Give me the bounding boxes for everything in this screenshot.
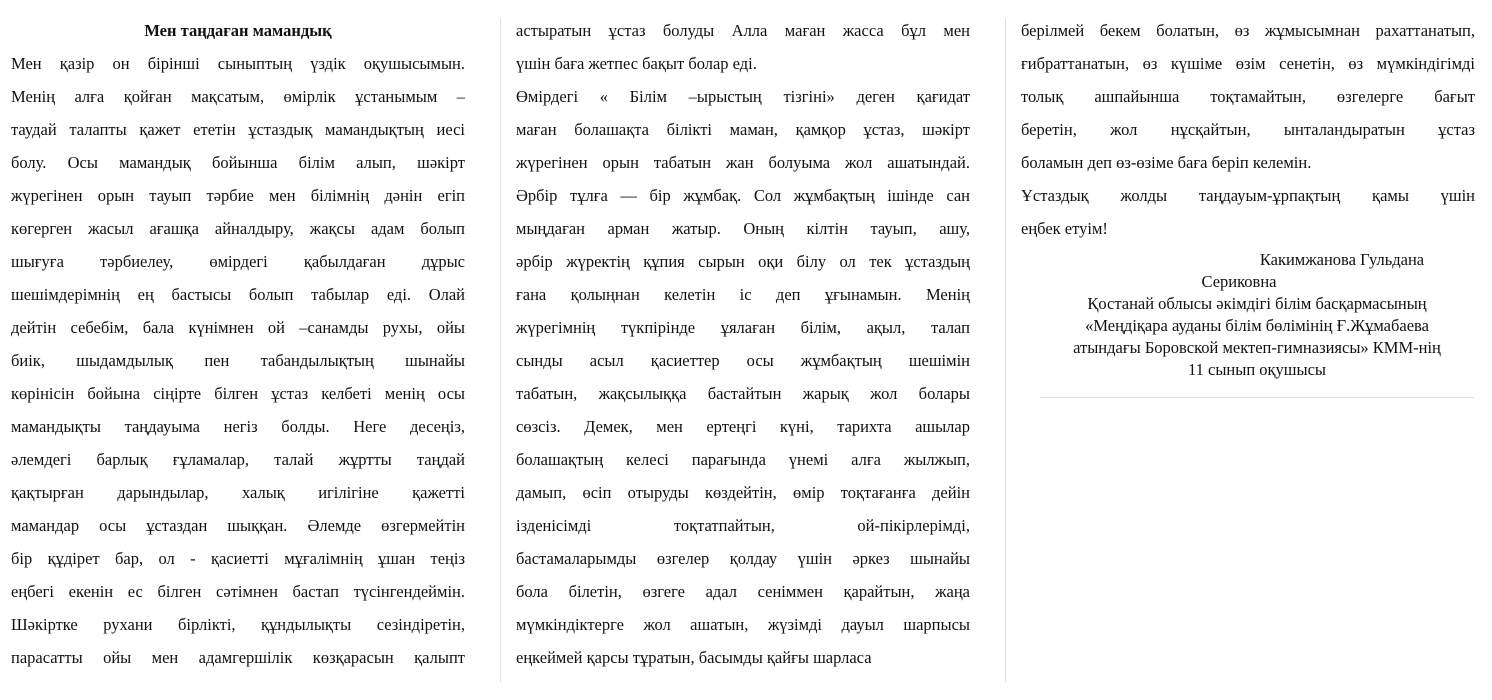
text-line: бола білетін, өзгеге адал сеніммен қарайтын, жаңа (516, 582, 970, 601)
text-line: болашақтың келесі парағында үнемі алға жылжып, (516, 450, 970, 469)
author-affiliation-2: «Меңдіқара ауданы білім бөлімінің Ғ.Жұмабаева (1085, 316, 1429, 335)
text-line: дамып, өсіп отыруды көздейтін, өмір тоқтағанға дейін (516, 483, 970, 502)
text-line: табатын, жақсылыққа бастайтын жарық жол болары (516, 384, 970, 403)
text-line: парасатты ойы мен адамгершілік көзқарасын қалыпт (11, 648, 465, 667)
text-line: бір құдірет бар, ол - қасиетті мұғалімнің ұшан теңіз (11, 549, 465, 568)
author-signature (1040, 249, 1474, 381)
text-line: ізденісімді тоқтатпайтын, ой-пікірлерімді, (516, 516, 970, 535)
text-line: шешімдерімнің ең бастысы болып табылар еді. Олай (11, 285, 465, 304)
text-line: Ұстаздық жолды таңдауым-ұрпақтың қамы үшін (1021, 186, 1475, 205)
text-line: жүрегінен орын табатын жан болуыма жол ашатындай. (516, 153, 970, 172)
text-line: сөзсіз. Демек, мен ертеңгі күні, тарихта ашылар (516, 417, 970, 436)
text-line: көрінісін бойына сіңірте білген ұстаз келбеті менің осы (11, 384, 465, 403)
text-line: сынды асыл қасиеттер осы жұмбақтың шешімін (516, 351, 970, 370)
text-line: таудай талапты қажет ететін ұстаздық мамандықтың иесі (11, 120, 465, 139)
text-line: жүрегімнің түкпірінде ұялаған білім, ақыл, талап (516, 318, 970, 337)
text-line: дейтін себебім, бала күнімнен ой –санамды рухы, ойы (11, 318, 465, 337)
text-line: мамандықты таңдауыма негіз болды. Неге десеңіз, (11, 417, 465, 436)
column-divider-right (1005, 18, 1006, 682)
text-line: астыратын ұстаз болуды Алла маған жасса бұл мен (516, 21, 970, 40)
text-line: беретін, жол нұсқайтын, ынталандыратын ұстаз (1021, 120, 1475, 139)
text-line: еңбек етуім! (1021, 219, 1108, 238)
text-line: маған болашақта білікті маман, қамқор ұстаз, шәкірт (516, 120, 970, 139)
text-line: болу. Осы мамандық бойынша білім алып, шәкірт (11, 153, 465, 172)
text-line: Менің алға қойған мақсатым, өмірлік ұстанымым – (11, 87, 465, 106)
text-line: еңкеймей қарсы тұратын, басымды қайғы шарласа (516, 648, 872, 667)
author-name: Какимжанова Гульдана (1259, 250, 1425, 269)
text-line: мыңдаған арман жатыр. Оның кілтін тауып, ашу, (516, 219, 970, 238)
text-line: көгерген жасыл ағашқа айналдыру, жақсы адам болып (11, 219, 465, 238)
text-line: мүмкіндіктерге жол ашатын, жүзімді дауыл шарпысы (516, 615, 970, 634)
text-line: жүрегінен орын тауып тәрбие мен білімнің дәнін егіп (11, 186, 465, 205)
text-line: үшін баға жетпес бақыт болар еді. (516, 54, 757, 73)
column-divider-left (500, 18, 501, 682)
text-line: Өмірдегі « Білім –ырыстың тізгіні» деген қағидат (516, 87, 970, 106)
text-line: боламын деп өз-өзіме баға беріп келемін. (1021, 153, 1312, 172)
text-line: шығуға тәрбиелеу, өмірдегі қабылдаған дұрыс (11, 252, 465, 271)
text-line: ғана қолыңнан келетін іс деп ұғынамын. Менің (516, 285, 970, 304)
author-affiliation-4: 11 сынып оқушысы (1187, 360, 1326, 379)
text-column-2 (516, 14, 970, 674)
text-line: мамандар осы ұстаздан шыққан. Әлемде өзгермейтін (11, 516, 465, 535)
text-line: толық ашпайынша тоқтамайтын, өзгелерге бағыт (1021, 87, 1475, 106)
document-title: Мен таңдаған мамандық (144, 21, 332, 40)
text-line: Шәкіртке рухани бірлікті, құндылықты сезіндіретін, (11, 615, 465, 634)
text-line: биік, шыдамдылық пен табандылықтың шынайы (11, 351, 465, 370)
text-line: Әрбір тұлға — бір жұмбақ. Сол жұмбақтың ішінде сан (516, 186, 970, 205)
text-line: қақтырған дарындылар, халық игілігіне қажетті (11, 483, 465, 502)
text-line: ғибраттанатын, өз күшіме өзім сенетін, өз мүмкіндігімді (1021, 54, 1475, 73)
signature-rule (1040, 397, 1474, 398)
text-line: әлемдегі барлық ғұламалар, талай жұртты таңдай (11, 450, 465, 469)
text-column-3 (1021, 14, 1475, 245)
text-line: бастамаларымды өзгелер қолдау үшін әркез шынайы (516, 549, 970, 568)
author-patronymic: Сериковна (1201, 272, 1277, 291)
text-line: әрбір жүректің құпия сырын оқи білу ол тек ұстаздың (516, 252, 970, 271)
author-affiliation-1: Қостанай облысы әкімдігі білім басқармасының (1087, 294, 1427, 313)
text-line: Мен қазір он бірінші сыныптың үздік оқушысымын. (11, 54, 465, 73)
text-line: берілмей бекем болатын, өз жұмысымнан рахаттанатып, (1021, 21, 1475, 40)
text-column-1 (11, 14, 465, 674)
text-line: еңбегі екенін ес білген сәтімнен бастап түсінгендеймін. (11, 582, 465, 601)
author-affiliation-3: атындағы Боровской мектеп-гимназиясы» КММ-нің (1073, 338, 1441, 357)
